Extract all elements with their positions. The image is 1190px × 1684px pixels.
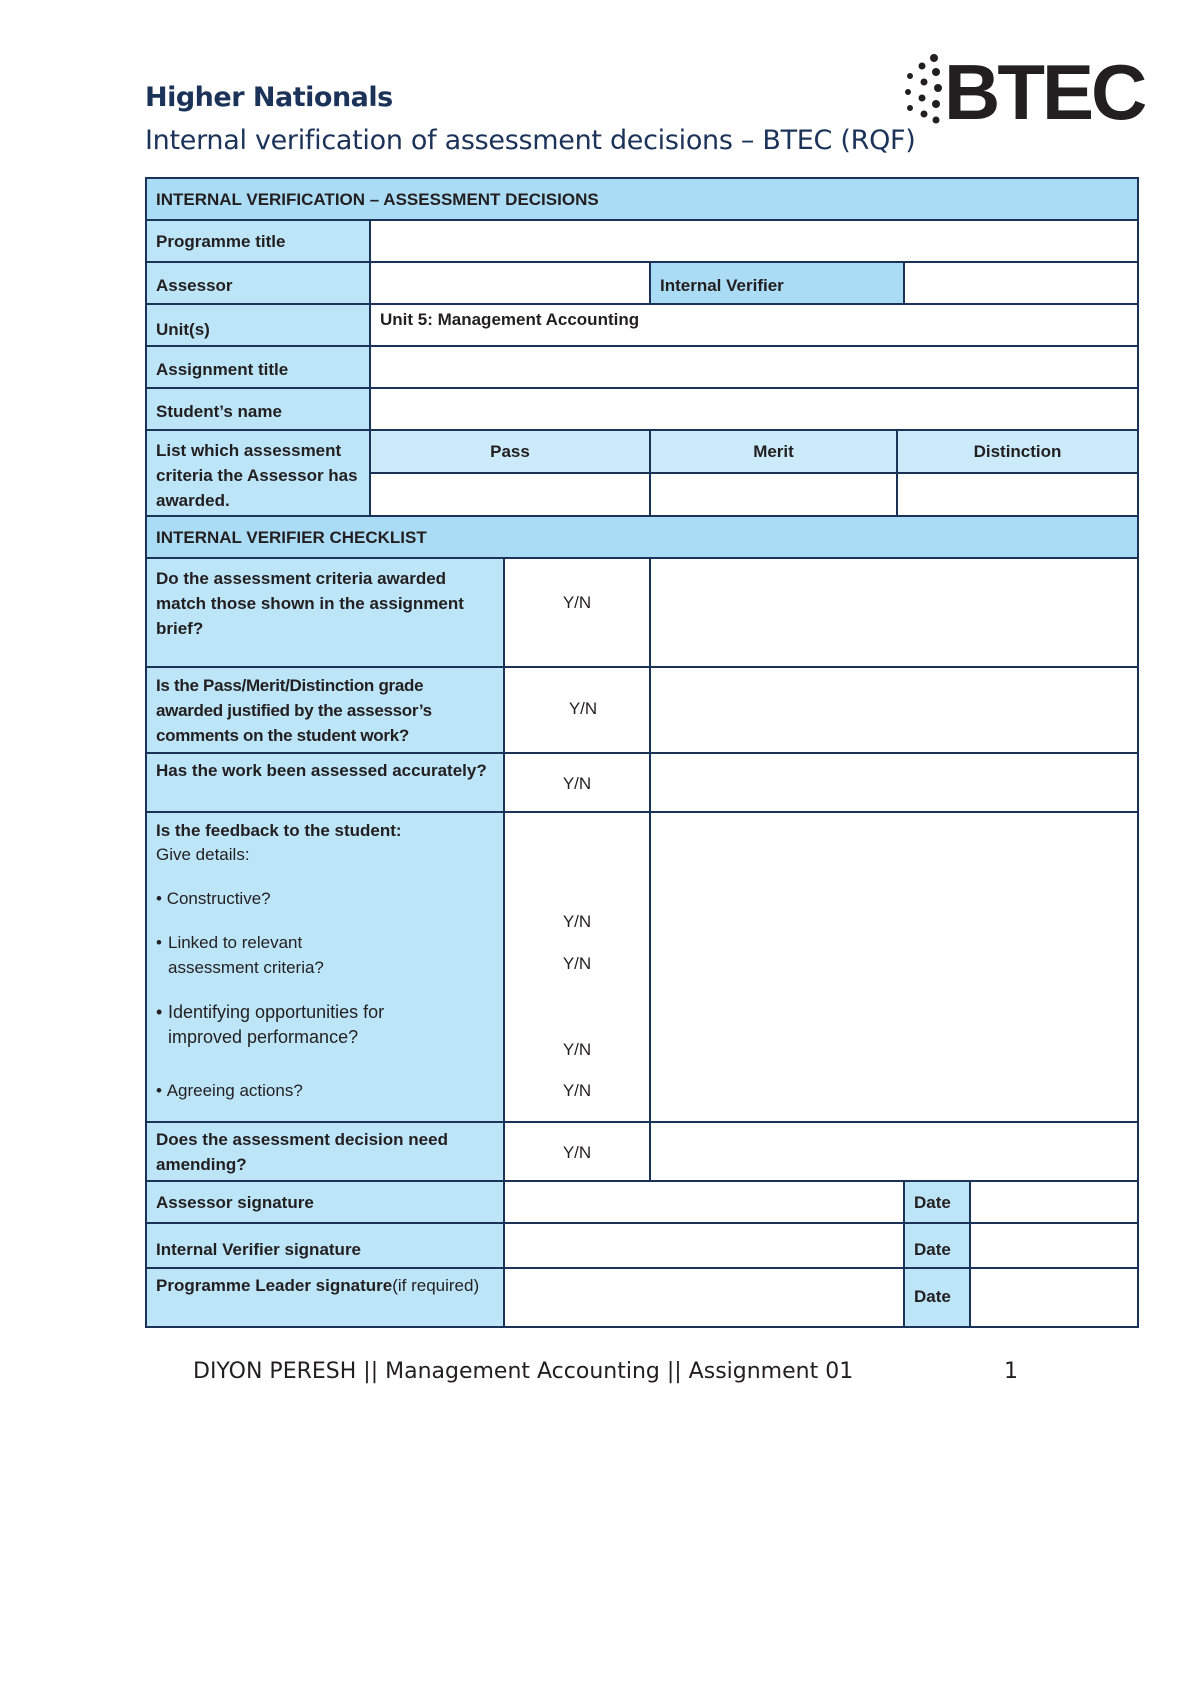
- pl-signature-title: Programme Leader signature: [156, 1276, 393, 1295]
- question-decision-amending: Does the assessment decision need amending?: [146, 1122, 504, 1181]
- comment-q5[interactable]: [650, 1122, 1138, 1181]
- yn-q1[interactable]: Y/N: [562, 593, 592, 612]
- units-label: Unit(s): [146, 304, 370, 346]
- merit-header: Merit: [650, 430, 897, 473]
- feedback-bullet-4: • Agreeing actions?: [156, 1081, 303, 1100]
- distinction-field[interactable]: [897, 473, 1138, 516]
- units-field[interactable]: Unit 5: Management Accounting: [380, 310, 640, 329]
- feedback-bullet-1: • Constructive?: [156, 889, 271, 908]
- iv-date-field[interactable]: [970, 1223, 1138, 1268]
- iv-date-label: Date: [904, 1223, 970, 1268]
- yn-q4-actions[interactable]: Y/N: [562, 1081, 592, 1100]
- yn-q4-linked[interactable]: Y/N: [562, 954, 592, 973]
- logo-dots-icon: [900, 52, 948, 132]
- programme-title-label: Programme title: [146, 220, 370, 262]
- feedback-title: Is the feedback to the student:: [156, 821, 402, 840]
- feedback-bullet-3: • Identifying opportunities for improved performance?: [156, 1000, 416, 1050]
- assignment-title-field[interactable]: [370, 346, 1138, 388]
- question-feedback: [146, 812, 504, 1122]
- pass-header: Pass: [370, 430, 650, 473]
- yn-q2[interactable]: Y/N: [568, 699, 598, 718]
- student-name-field[interactable]: [370, 388, 1138, 430]
- page-number: 1: [1004, 1359, 1018, 1384]
- section-header-checklist: INTERNAL VERIFIER CHECKLIST: [146, 516, 1138, 558]
- page-title: Higher Nationals: [145, 82, 393, 113]
- programme-title-field[interactable]: [370, 220, 1138, 262]
- question-assessed-accurately: Has the work been assessed accurately?: [146, 753, 504, 812]
- student-name-label: Student’s name: [146, 388, 370, 430]
- question-grade-justified: Is the Pass/Merit/Distinction grade awarded justified by the assessor’s comments on the student work?: [146, 667, 504, 753]
- pl-signature-field[interactable]: [504, 1268, 904, 1327]
- internal-verifier-field[interactable]: [904, 262, 1138, 304]
- criteria-awarded-label: List which assessment criteria the Assessor has awarded.: [146, 430, 370, 516]
- iv-signature-field[interactable]: [504, 1223, 904, 1268]
- distinction-header: Distinction: [897, 430, 1138, 473]
- feedback-bullet-4-text: Agreeing actions?: [166, 1081, 303, 1100]
- assignment-title-label: Assignment title: [146, 346, 370, 388]
- merit-field[interactable]: [650, 473, 897, 516]
- feedback-bullet-2: • Linked to relevant assessment criteria?: [156, 930, 396, 980]
- comment-q3[interactable]: [650, 753, 1138, 812]
- assessor-signature-label: Assessor signature: [146, 1181, 504, 1223]
- assessor-label: Assessor: [146, 262, 370, 304]
- yn-q4-opportunities[interactable]: Y/N: [562, 1040, 592, 1059]
- pl-signature-label: [146, 1268, 504, 1327]
- assessor-field[interactable]: [370, 262, 650, 304]
- pl-date-field[interactable]: [970, 1268, 1138, 1327]
- assessor-date-label: Date: [904, 1181, 970, 1223]
- pl-signature-note: (if required): [392, 1276, 480, 1295]
- comment-q4[interactable]: [650, 812, 1138, 1122]
- pass-field[interactable]: [370, 473, 650, 516]
- yn-q5[interactable]: Y/N: [562, 1143, 592, 1162]
- assessor-signature-field[interactable]: [504, 1181, 904, 1223]
- pl-date-label: Date: [904, 1268, 970, 1327]
- logo-text: BTEC: [944, 48, 1145, 136]
- assessor-date-field[interactable]: [970, 1181, 1138, 1223]
- internal-verifier-label: Internal Verifier: [650, 262, 904, 304]
- section-header-decisions: INTERNAL VERIFICATION – ASSESSMENT DECISIONS: [146, 178, 1138, 220]
- feedback-bullet-1-text: Constructive?: [166, 889, 271, 908]
- page-subtitle: Internal verification of assessment decisions – BTEC (RQF): [145, 125, 916, 156]
- comment-q1[interactable]: [650, 558, 1138, 667]
- comment-q2[interactable]: [650, 667, 1138, 753]
- feedback-give-details: Give details:: [156, 845, 250, 864]
- yn-q3[interactable]: Y/N: [562, 774, 592, 793]
- question-criteria-match: Do the assessment criteria awarded match those shown in the assignment brief?: [146, 558, 504, 667]
- footer-text: DIYON PERESH || Management Accounting || Assignment 01: [193, 1359, 854, 1384]
- btec-logo: [900, 48, 1145, 136]
- iv-signature-label: Internal Verifier signature: [146, 1223, 504, 1268]
- yn-q4-constructive[interactable]: Y/N: [562, 912, 592, 931]
- feedback-bullet-3-text: Identifying opportunities for improved performance?: [168, 1002, 385, 1047]
- feedback-bullet-2-text: Linked to relevant assessment criteria?: [168, 933, 324, 977]
